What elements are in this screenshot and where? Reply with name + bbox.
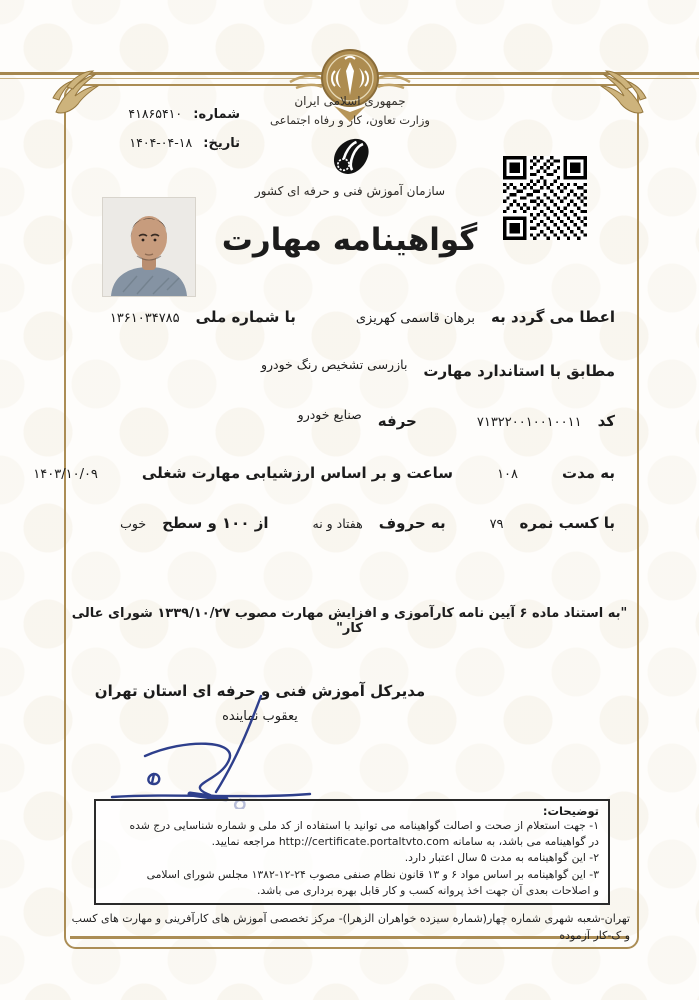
notes-line-2: در گواهینامه می باشد، به سامانه http://certificate.portaltvto.com مراجعه نمایید. (211, 835, 599, 849)
score-words-value: هفتاد و نه (312, 516, 363, 531)
notes-line-5: و اصلاحات بعدی آن جهت اخذ پروانه کسب و کار قابل بهره برداری می باشد. (257, 883, 599, 897)
certificate-title: گواهینامه مهارت (221, 222, 478, 258)
corner-flourish-icon (595, 66, 651, 122)
national-id-value: ۱۳۶۱۰۳۴۷۸۵ (109, 311, 180, 326)
score-line (70, 514, 615, 532)
branch-address-line-2: و ک-کار آزموده (559, 929, 630, 943)
signatory-name: یعقوب نماینده (222, 709, 298, 724)
outof-level-label: از ۱۰۰ و سطح (162, 514, 269, 532)
standard-label: مطابق با استاندارد مهارت (423, 362, 615, 380)
tvto-logo-icon (200, 130, 500, 182)
notes-box (94, 799, 610, 905)
date-value: ۱۴۰۴-۰۴-۱۸ (129, 135, 193, 150)
handwritten-signature-icon (98, 694, 328, 809)
granted-label: اعطا می گردد به (491, 308, 615, 326)
notes-line-1: ۱- جهت استعلام از صحت و اصالت گواهینامه می توانید با استفاده از کد ملی و شماره شناسایی درج شده (129, 819, 599, 832)
score-value: ۷۹ (489, 517, 504, 532)
notes-heading: توضیحات: (542, 804, 599, 818)
code-label: کد (597, 412, 615, 430)
code-value: ۷۱۳۲۲۰۰۱۰۰۱۰۰۱۱ (476, 415, 582, 430)
granted-to-line (70, 308, 615, 326)
duration-line (33, 464, 615, 482)
score-words-label: به حروف (378, 514, 446, 532)
signatory-title: مدیرکل آموزش فنی و حرفه ای استان تهران (94, 682, 426, 700)
standard-line (70, 357, 615, 380)
notes-line-4: ۳- این گواهینامه بر اساس مواد ۶ و ۱۳ قانون نظام صنفی مصوب ۲۴-۱۲-۱۳۸۲ مجلس شورای اسلامی (146, 867, 599, 881)
notes-line-3: ۲- این گواهینامه به مدت ۵ سال اعتبار دارد. (404, 851, 599, 865)
score-label: با کسب نمره (519, 514, 615, 532)
legal-reference-note: "به استناد ماده ۶ آیین نامه کارآموزی و افزایش مهارت مصوب ۱۳۳۹/۱۰/۲۷ شورای عالی کار" (71, 606, 628, 636)
evaluation-label: ساعت و بر اساس ارزشیابی مهارت شغلی (141, 464, 454, 482)
serial-value: ۴۱۸۶۵۴۱۰ (128, 106, 183, 121)
standard-value: بازرسی تشخیص رنگ خودرو (260, 357, 408, 372)
level-value: خوب (120, 516, 147, 531)
profession-value: صنایع خودرو (297, 407, 362, 422)
national-id-label: با شماره ملی (195, 308, 296, 326)
code-profession-line (70, 407, 615, 430)
serial-label: شماره: (193, 107, 240, 122)
evaluation-date: ۱۴۰۳/۱۰/۰۹ (33, 467, 98, 482)
branch-address (68, 910, 630, 944)
date-label: تاریخ: (203, 136, 240, 151)
organization-header (200, 94, 500, 198)
country-name: جمهوری اسلامی ایران (294, 94, 406, 108)
recipient-name: برهان قاسمی کهریزی (355, 311, 476, 326)
duration-value: ۱۰۸ (497, 467, 519, 482)
branch-address-line-1: تهران-شعبه شهری شماره چهار(شماره سیزده خواهران الزهرا)- مرکز تخصصی آموزش های کارآفرینی و مهارت های کسب (71, 912, 630, 925)
profession-label: حرفه (377, 412, 417, 430)
duration-label: به مدت (562, 464, 615, 482)
organization-name: سازمان آموزش فنی و حرفه ای کشور (254, 184, 446, 198)
ministry-name: وزارت تعاون، کار و رفاه اجتماعی (270, 113, 430, 127)
